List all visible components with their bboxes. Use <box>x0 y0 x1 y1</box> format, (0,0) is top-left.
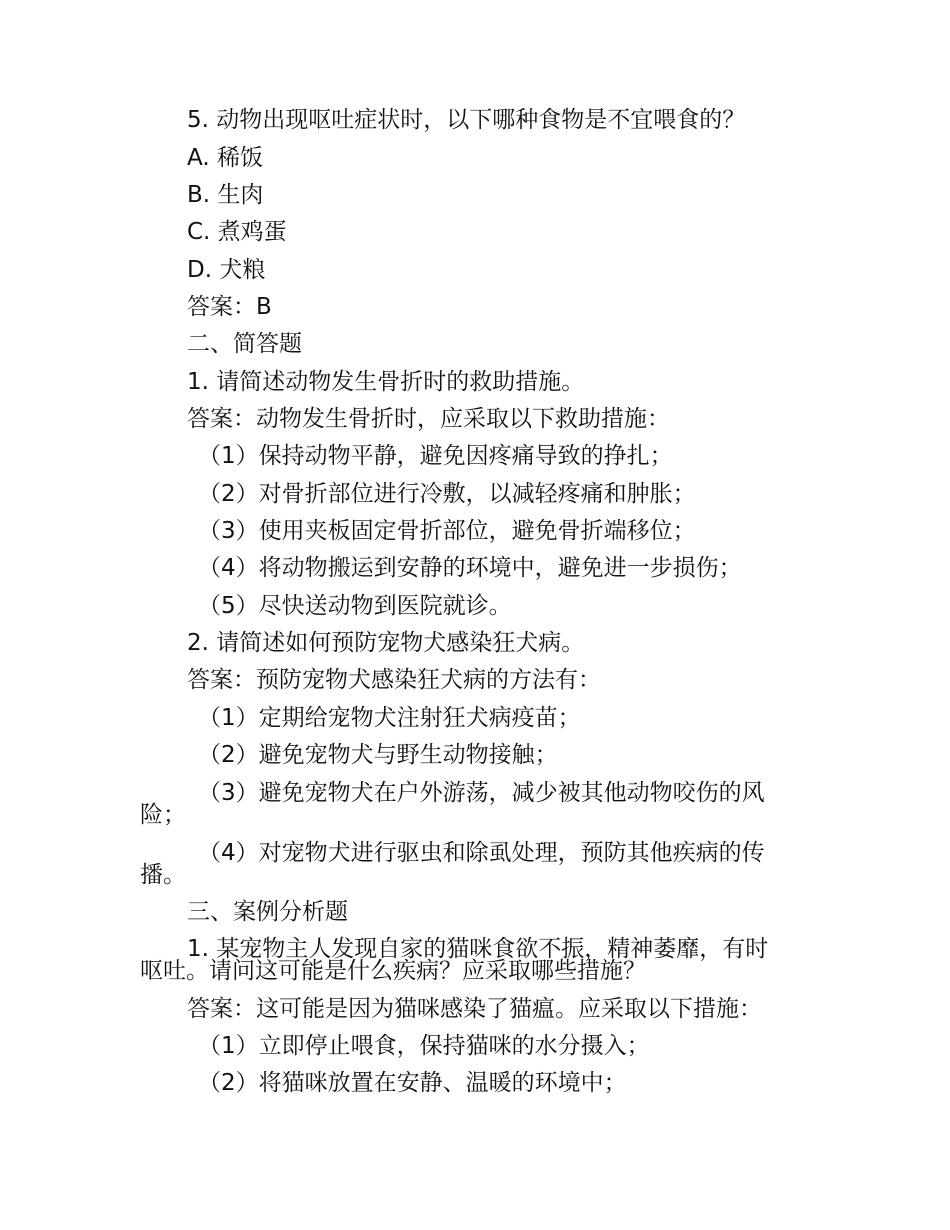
short-answer-2-item-continued: 播。 <box>140 862 186 888</box>
option-b: B. 生肉 <box>187 182 264 208</box>
short-answer-question-1: 1. 请简述动物发生骨折时的救助措施。 <box>187 369 585 395</box>
answer-q5: 答案：B <box>187 294 272 320</box>
short-answer-1-item: （1）保持动物平静，避免因疼痛导致的挣扎； <box>198 443 673 469</box>
short-answer-1-item: （3）使用夹板固定骨折部位，避免骨折端移位； <box>198 518 696 544</box>
short-answer-1-item: （4）将动物搬运到安静的环境中，避免进一步损伤； <box>198 555 742 581</box>
short-answer-1-item: （5）尽快送动物到医院就诊。 <box>198 593 512 619</box>
short-answer-1-intro: 答案：动物发生骨折时，应采取以下救助措施： <box>187 406 670 432</box>
short-answer-2-item: （3）避免宠物犬在户外游荡，减少被其他动物咬伤的风 <box>198 780 765 806</box>
section-heading-case-analysis: 三、案例分析题 <box>187 899 348 925</box>
case-answer-item: （1）立即停止喂食，保持猫咪的水分摄入； <box>198 1033 650 1059</box>
short-answer-1-item: （2）对骨折部位进行冷敷，以减轻疼痛和肿胀； <box>198 481 696 507</box>
short-answer-2-item: （4）对宠物犬进行驱虫和除虱处理，预防其他疾病的传 <box>198 840 765 866</box>
case-answer-item: （2）将猫咪放置在安静、温暖的环境中； <box>198 1070 627 1096</box>
option-c: C. 煮鸡蛋 <box>187 219 287 245</box>
case-answer-intro: 答案：这可能是因为猫咪感染了猫瘟。应采取以下措施： <box>187 996 762 1022</box>
short-answer-2-intro: 答案：预防宠物犬感染狂犬病的方法有： <box>187 667 601 693</box>
short-answer-2-item: （2）避免宠物犬与野生动物接触； <box>198 742 558 768</box>
short-answer-2-item: （1）定期给宠物犬注射狂犬病疫苗； <box>198 705 581 731</box>
short-answer-2-item-continued: 险； <box>140 802 186 828</box>
option-a: A. 稀饭 <box>187 145 263 171</box>
option-d: D. 犬粮 <box>187 257 266 283</box>
short-answer-question-2: 2. 请简述如何预防宠物犬感染狂犬病。 <box>187 630 585 656</box>
question-5: 5. 动物出现呕吐症状时，以下哪种食物是不宜喂食的？ <box>187 107 746 133</box>
case-question-1-continued: 呕吐。请问这可能是什么疾病？应采取哪些措施？ <box>140 958 646 984</box>
section-heading-short-answer: 二、简答题 <box>187 331 302 357</box>
case-question-1: 1. 某宠物主人发现自家的猫咪食欲不振，精神萎靡，有时 <box>187 936 769 962</box>
